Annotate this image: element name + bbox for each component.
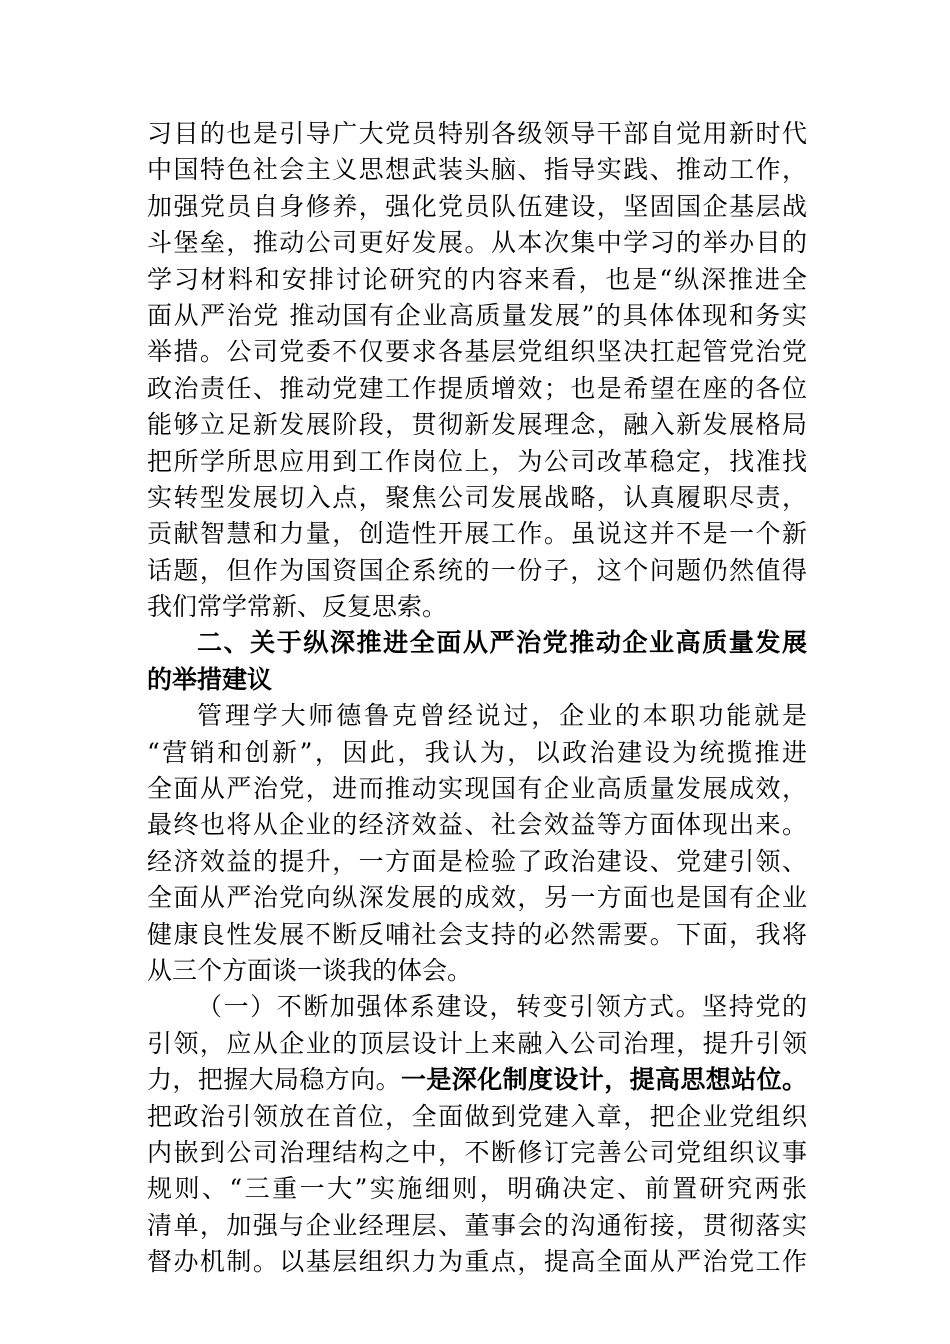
text-line: 引领，应从企业的顶层设计上来融入公司治理，提升引领 (147, 1028, 807, 1058)
text-line: 把政治引领放在首位，全面做到党建入章，把企业党组织 (147, 1101, 807, 1131)
text-line: 全面从严治党，进而推动实现国有企业高质量发展成效， (147, 774, 807, 804)
text-line: 最终也将从企业的经济效益、社会效益等方面体现出来。 (147, 810, 807, 840)
text-line: 清单，加强与企业经理层、董事会的沟通衔接，贯彻落实 (147, 1210, 807, 1240)
text-line: 从三个方面谈一谈我的体会。 (147, 955, 473, 985)
text-line: （一）不断加强体系建设，转变引领方式。坚持党的 (197, 992, 807, 1022)
text-line: 经济效益的提升，一方面是检验了政治建设、党建引领、 (147, 846, 807, 876)
heading-line: 的举措建议 (147, 664, 273, 694)
text-line: 能够立足新发展阶段，贯彻新发展理念，融入新发展格局 (147, 410, 807, 440)
text-line: 全面从严治党向纵深发展的成效，另一方面也是国有企业 (147, 883, 807, 913)
text-line: 学习材料和安排讨论研究的内容来看，也是“纵深推进全 (147, 264, 807, 294)
document-page (147, 116, 807, 1281)
text-line: 加强党员自身修养，强化党员队伍建设，坚固国企基层战 (147, 191, 807, 221)
text-line: 督办机制。以基层组织力为重点，提高全面从严治党工作 (147, 1247, 807, 1277)
text-line: 面从严治党 推动国有企业高质量发展”的具体体现和务实 (147, 300, 807, 330)
text-line: 斗堡垒，推动公司更好发展。从本次集中学习的举办目的 (147, 228, 807, 258)
section-heading (147, 625, 807, 698)
text-run: 力，把握大局稳方向。 (147, 1065, 401, 1095)
text-line: 习目的也是引导广大党员特别各级领导干部自觉用新时代 (147, 119, 807, 148)
bold-text-run: 一是深化制度设计，提高思想站位。 (401, 1065, 807, 1095)
heading-line: 二、关于纵深推进全面从严治党推动企业高质量发展 (197, 628, 807, 658)
text-line: 实转型发展切入点，聚焦公司发展战略，认真履职尽责， (147, 482, 807, 512)
text-line: 贡献智慧和力量，创造性开展工作。虽说这并不是一个新 (147, 519, 807, 549)
text-line (147, 1062, 807, 1098)
text-line: “营销和创新”，因此，我认为，以政治建设为统揽推进 (147, 737, 807, 767)
text-line: 中国特色社会主义思想武装头脑、指导实践、推动工作， (147, 155, 807, 185)
text-line: 管理学大师德鲁克曾经说过，企业的本职功能就是 (197, 701, 807, 731)
text-line: 我们常学常新、反复思索。 (147, 592, 448, 622)
text-line: 话题，但作为国资国企系统的一份子，这个问题仍然值得 (147, 555, 807, 585)
text-line: 政治责任、推动党建工作提质增效；也是希望在座的各位 (147, 373, 807, 403)
paragraph-2 (147, 698, 807, 989)
paragraph-3 (147, 989, 807, 1280)
text-line: 内嵌到公司治理结构之中，不断修订完善公司党组织议事 (147, 1137, 807, 1167)
text-line: 规则、“三重一大”实施细则，明确决定、前置研究两张 (147, 1174, 807, 1204)
text-line: 举措。公司党委不仅要求各基层党组织坚决扛起管党治党 (147, 337, 807, 367)
paragraph-1 (147, 116, 807, 625)
text-line: 健康良性发展不断反哺社会支持的必然需要。下面，我将 (147, 919, 807, 949)
text-line: 把所学所思应用到工作岗位上，为公司改革稳定，找准找 (147, 446, 807, 476)
